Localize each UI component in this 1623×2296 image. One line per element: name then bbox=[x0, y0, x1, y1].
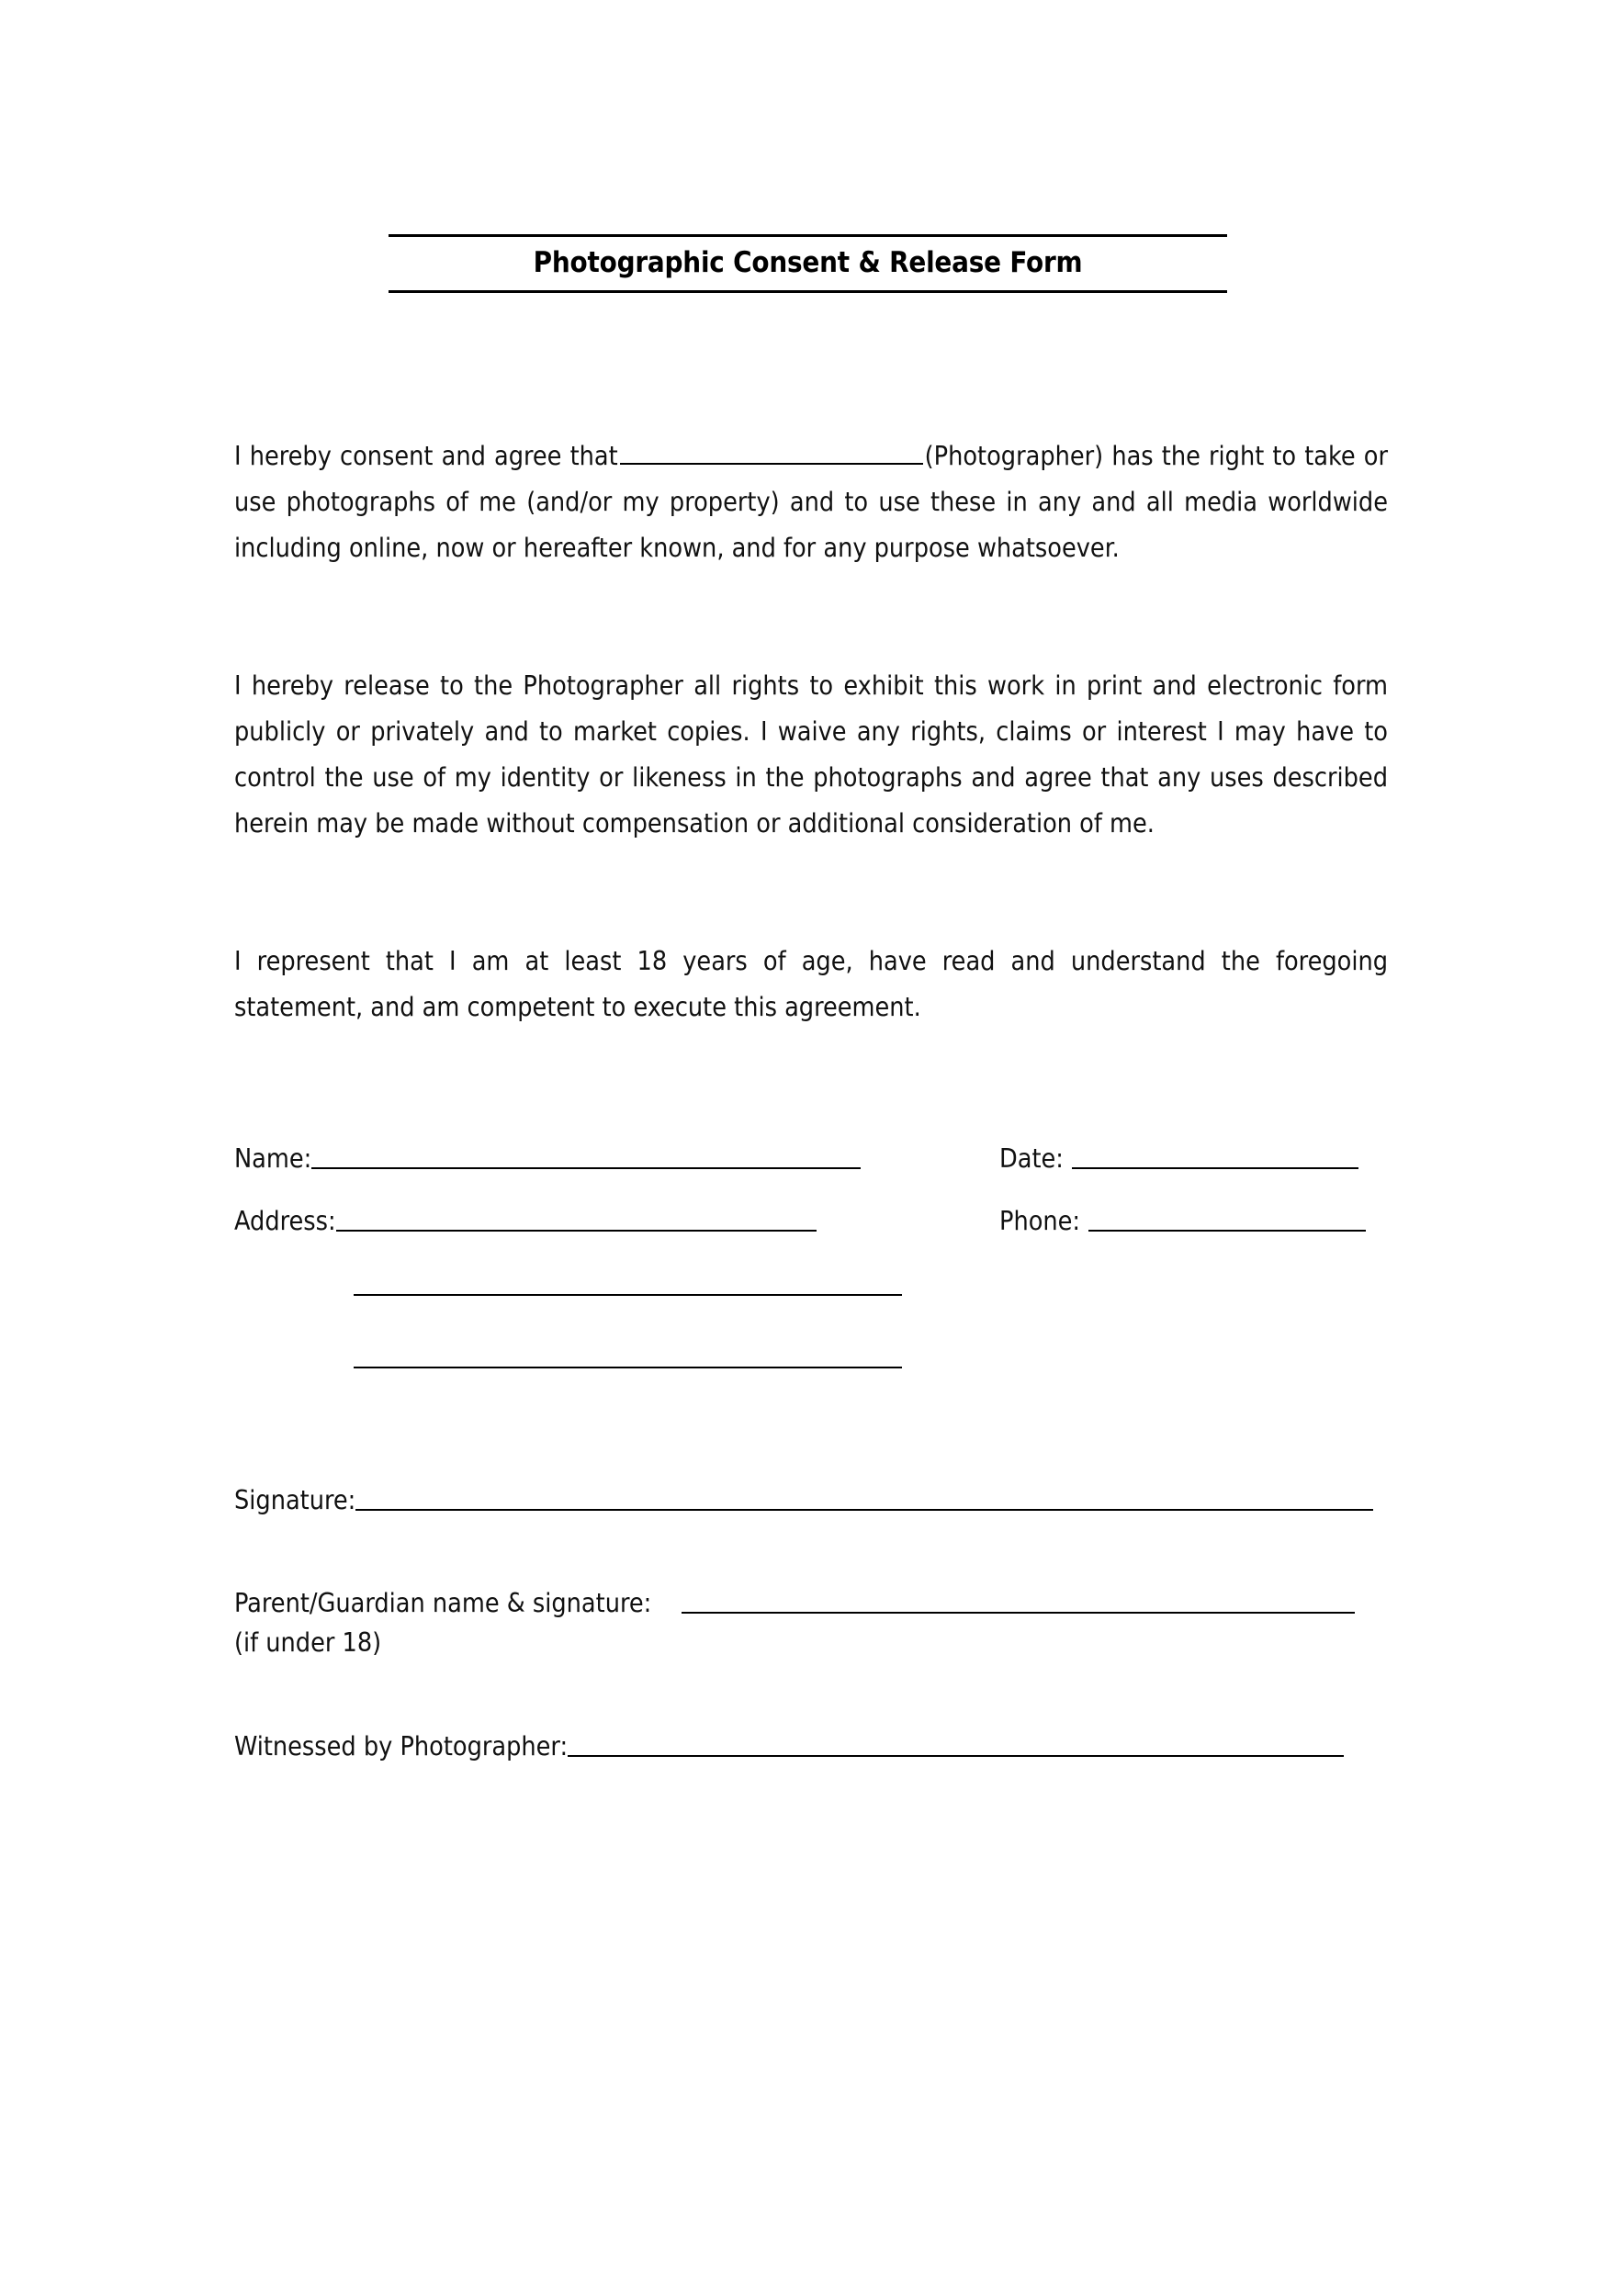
paragraph-consent bbox=[234, 433, 1388, 571]
phone-label: Phone: bbox=[999, 1206, 1081, 1236]
address-field-row bbox=[234, 1206, 817, 1236]
title-rule-bottom bbox=[389, 290, 1227, 293]
address-line-2-input[interactable] bbox=[354, 1293, 902, 1296]
address-label: Address: bbox=[234, 1206, 336, 1236]
phone-input[interactable] bbox=[1088, 1229, 1366, 1232]
consent-after-blank-text: (Photographer) bbox=[924, 441, 1104, 471]
consent-lead-text: I hereby consent and agree that bbox=[234, 441, 618, 471]
page-title: Photographic Consent & Release Form bbox=[533, 246, 1083, 279]
witnessed-field-row bbox=[234, 1731, 1344, 1761]
parent-guardian-label: Parent/Guardian name & signature: bbox=[234, 1588, 652, 1618]
paragraph-release-text: I hereby release to the Photographer all rights to exhibit this work in print and electronic form publicly or privately and to market copies. I waive any rights, claims or interest I may have to control the use of my identity or likeness in the photographs and agree that any uses described herein may be made without compensation or additional consideration of me. bbox=[234, 670, 1388, 838]
name-field-row bbox=[234, 1143, 861, 1174]
consent-rest-text: has the right to take or use photographs of me (and/or my property) and to use these in any and all media worldwide including online, now or hereafter known, and for any purpose whatsoever. bbox=[234, 441, 1388, 563]
date-input[interactable] bbox=[1072, 1166, 1358, 1169]
date-field-row bbox=[999, 1143, 1358, 1174]
parent-guardian-note: (if under 18) bbox=[234, 1627, 382, 1658]
paragraph-consent-text bbox=[234, 433, 1388, 571]
signature-field-row bbox=[234, 1485, 1373, 1515]
parent-guardian-field-row bbox=[234, 1588, 1355, 1618]
parent-guardian-input[interactable] bbox=[682, 1611, 1355, 1614]
address-line-3-input[interactable] bbox=[354, 1366, 902, 1368]
name-label: Name: bbox=[234, 1143, 312, 1174]
photographer-name-blank[interactable] bbox=[620, 439, 923, 465]
paragraph-age-text: I represent that I am at least 18 years of age, have read and understand the foregoing statement, and am competent to execute this agreement. bbox=[234, 946, 1388, 1022]
witnessed-label: Witnessed by Photographer: bbox=[234, 1731, 569, 1761]
date-label: Date: bbox=[999, 1143, 1064, 1174]
address-input[interactable] bbox=[336, 1229, 817, 1232]
phone-field-row bbox=[999, 1206, 1366, 1236]
paragraph-release bbox=[234, 663, 1388, 847]
signature-input[interactable] bbox=[355, 1508, 1373, 1511]
name-input[interactable] bbox=[311, 1166, 861, 1169]
title-block bbox=[389, 234, 1227, 293]
paragraph-age bbox=[234, 939, 1388, 1030]
signature-label: Signature: bbox=[234, 1485, 356, 1515]
witnessed-input[interactable] bbox=[568, 1754, 1344, 1757]
